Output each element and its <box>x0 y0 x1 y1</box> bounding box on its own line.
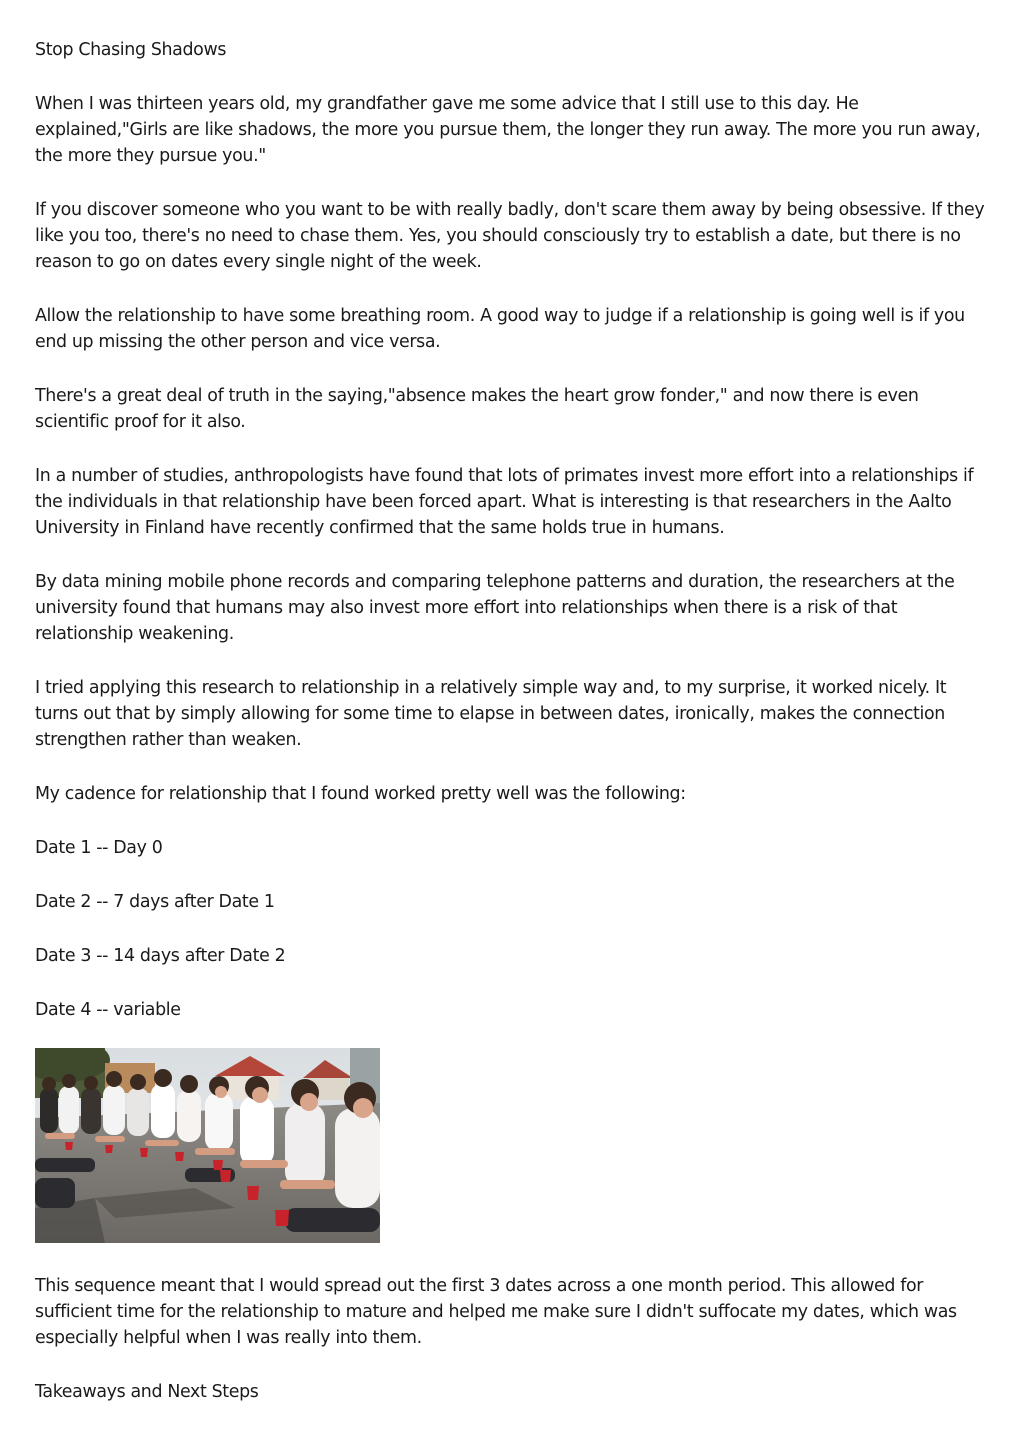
paragraph-primate-studies: In a number of studies, anthropologists have found that lots of primates invest more effort into a relationships if the individuals in that relationship have been forced apart. What is interesting is that researchers in the Aalto University in Finland have recently confirmed that the same holds true in humans. <box>35 466 974 538</box>
paragraph-data-mining: By data mining mobile phone records and comparing telephone patterns and duration, the researchers at the university found that humans may also invest more effort into relationships when there is a risk of that relationship weakening. <box>35 572 955 644</box>
schedule-item-date-4: Date 4 -- variable <box>35 1000 181 1020</box>
paragraph-absence: There's a great deal of truth in the saying,"absence makes the heart grow fonder," and now there is even scientific proof for it also. <box>35 386 919 432</box>
section-heading-takeaways: Takeaways and Next Steps <box>35 1382 259 1402</box>
schedule-item-date-2: Date 2 -- 7 days after Date 1 <box>35 892 275 912</box>
schedule-item-date-3: Date 3 -- 14 days after Date 2 <box>35 946 286 966</box>
paragraph-dont-be-obsessive: If you discover someone who you want to be with really badly, don't scare them away by being obsessive. If they like you too, there's no need to chase them. Yes, you should consciously try to establish a date, but there is no reason to go on dates every single night of the week. <box>35 200 985 272</box>
paragraph-sequence-explained: This sequence meant that I would spread out the first 3 dates across a one month period. This allowed for sufficient time for the relationship to mature and helped me make sure I didn't suffocate my dates, which was especially helpful when I was really into them. <box>35 1276 957 1348</box>
article <box>35 37 990 1433</box>
paragraph-applying-research: I tried applying this research to relationship in a relatively simple way and, to my surprise, it worked nicely. It turns out that by simply allowing for some time to elapse in between dates, ironically, makes the connection strengthen rather than weaken. <box>35 678 947 750</box>
schedule-item-date-1: Date 1 -- Day 0 <box>35 838 163 858</box>
paragraph-breathing-room: Allow the relationship to have some breathing room. A good way to judge if a relationship is going well is if you end up missing the other person and vice versa. <box>35 306 965 352</box>
article-title: Stop Chasing Shadows <box>35 40 227 60</box>
paragraph-cadence-intro: My cadence for relationship that I found worked pretty well was the following: <box>35 784 686 804</box>
street-cup-game-photo <box>35 1048 380 1243</box>
paragraph-grandfather-advice: When I was thirteen years old, my grandfather gave me some advice that I still use to this day. He explained,"Girls are like shadows, the more you pursue them, the longer they run away. The more you run away, the more they pursue you." <box>35 94 981 166</box>
